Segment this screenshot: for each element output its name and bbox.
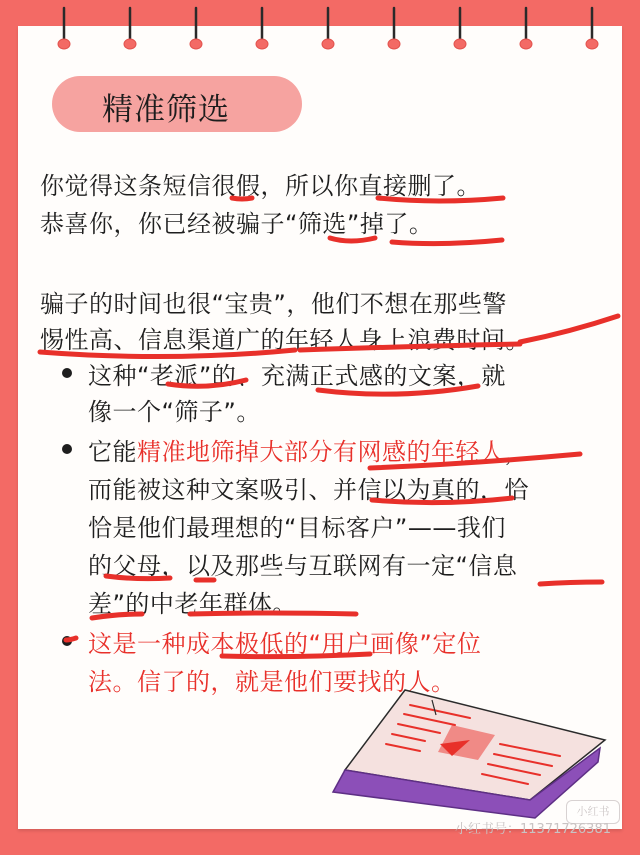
bullet-1-line-2: 像一个“筛子”。 xyxy=(88,398,261,426)
bullet-2-line-2: 而能被这种文案吸引、并信以为真的，恰 xyxy=(88,476,529,504)
para-line-2: 惕性高、信息渠道广的年轻人身上浪费时间。 xyxy=(40,326,530,354)
bullet-3-line-2: 法。信了的，就是他们要找的人。 xyxy=(88,668,456,696)
watermark-logo: 小红书 xyxy=(566,800,620,824)
intro-line-2: 恭喜你，你已经被骗子“筛选”掉了。 xyxy=(40,210,434,238)
bullet-2-line-3: 恰是他们最理想的“目标客户”——我们 xyxy=(88,514,506,542)
bullet-2-line-4: 的父母，以及那些与互联网有一定“信息 xyxy=(88,552,518,580)
intro-line-1: 你觉得这条短信很假，所以你直接删了。 xyxy=(40,172,481,200)
bullet-2-line-1: 它能精准地筛掉大部分有网感的年轻人， xyxy=(88,438,529,466)
bullet-1-line-1: 这种“老派”的、充满正式感的文案，就 xyxy=(88,362,506,390)
para-line-1: 骗子的时间也很“宝贵”，他们不想在那些警 xyxy=(40,290,507,318)
bullet-2-line-5: 差”的中老年群体。 xyxy=(88,590,297,618)
page-title: 精准筛选 xyxy=(102,92,230,128)
bullet-3-line-1: 这是一种成本极低的“用户画像”定位 xyxy=(88,630,482,658)
watermark-text: 小红书号：11371726381 xyxy=(455,822,611,837)
